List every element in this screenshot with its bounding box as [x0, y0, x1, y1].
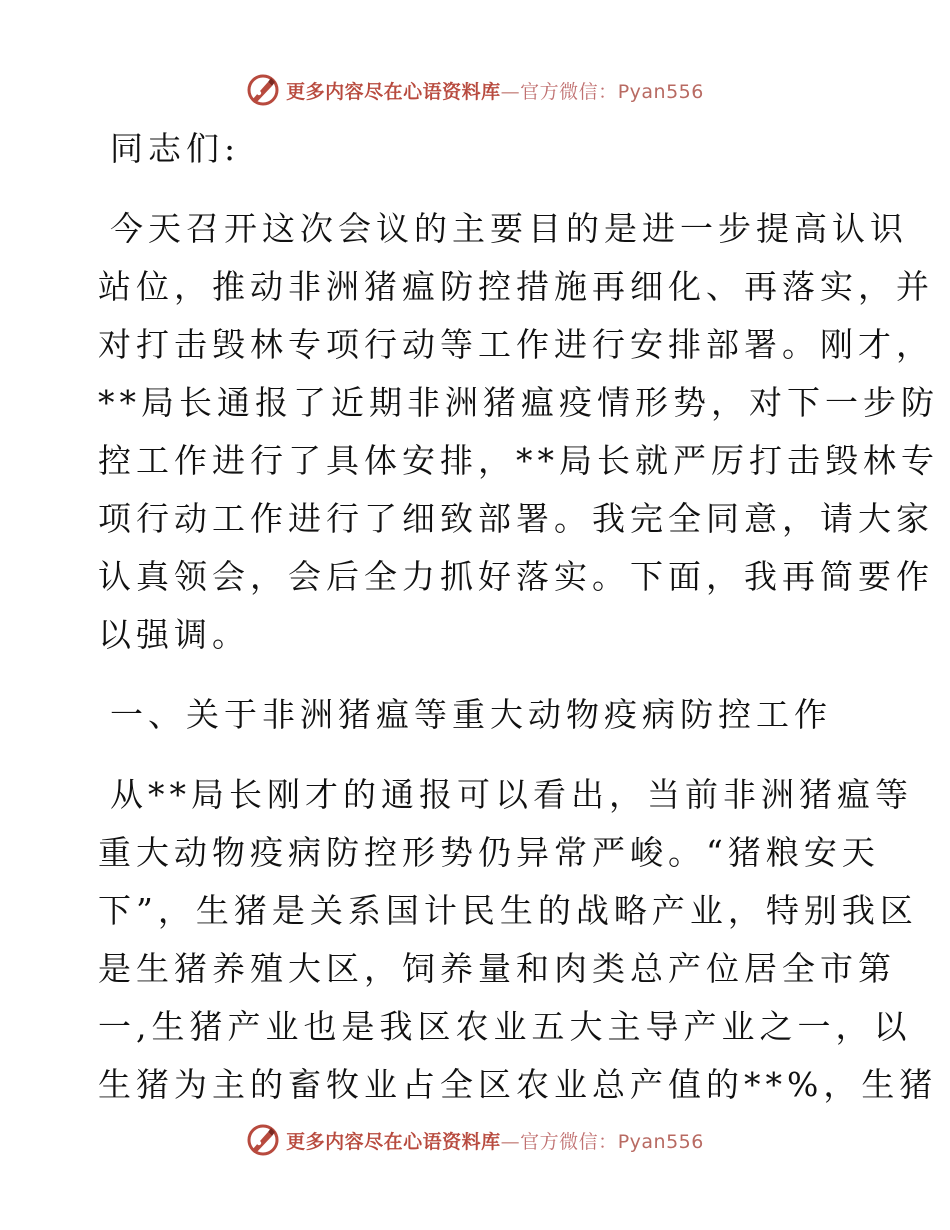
paragraph-line: 对打击毁林专项行动等工作进行安排部署。刚才， — [98, 325, 934, 364]
paragraph-line: 从**局长刚才的通报可以看出，当前非洲猪瘟等 — [110, 775, 913, 814]
paragraph-intro — [98, 200, 939, 664]
paragraph-line: 站位，推动非洲猪瘟防控措施再细化、再落实，并 — [98, 267, 934, 306]
section-heading: 一、关于非洲猪瘟等重大动物疫病防控工作 — [110, 695, 832, 734]
salutation: 同志们: — [110, 129, 241, 168]
paragraph-line: 重大动物疫病防控形势仍异常严峻。“猪粮安天 — [98, 833, 880, 872]
paragraph-line: 控工作进行了具体安排，**局长就严厉打击毁林专 — [98, 441, 939, 480]
watermark-wechat-id: Pyan556 — [617, 1130, 704, 1153]
document-body — [98, 120, 939, 1114]
watermark-official-label: 官方微信： — [520, 80, 618, 103]
paragraph-section-one — [98, 766, 938, 1114]
watermark-wechat-id: Pyan556 — [617, 80, 704, 103]
watermark-text — [286, 1127, 704, 1154]
pen-logo-icon — [246, 73, 280, 107]
paragraph-line: 项行动工作进行了细致部署。我完全同意，请大家 — [98, 499, 934, 538]
watermark-separator: — — [500, 80, 521, 103]
paragraph-line: 以强调。 — [98, 615, 250, 654]
paragraph-line: 下”，生猪是关系国计民生的战略产业，特别我区 — [98, 891, 918, 930]
pen-logo-icon — [246, 1123, 280, 1157]
watermark-site-name: 更多内容尽在心语资料库 — [286, 1130, 501, 1153]
paragraph-line: 一,生猪产业也是我区农业五大主导产业之一，以 — [98, 1007, 912, 1046]
watermark-official-label: 官方微信： — [520, 1130, 618, 1153]
paragraph-line: 认真领会，会后全力抓好落实。下面，我再简要作 — [98, 557, 934, 596]
paragraph-line: 是生猪养殖大区，饲养量和肉类总产位居全市第 — [98, 949, 896, 988]
paragraph-line: 生猪为主的畜牧业占全区农业总产值的**%，生猪 — [98, 1065, 938, 1104]
watermark-text — [286, 77, 704, 104]
top-watermark-banner — [0, 70, 950, 110]
watermark-separator: — — [500, 1130, 521, 1153]
paragraph-line: 今天召开这次会议的主要目的是进一步提高认识 — [110, 209, 908, 248]
paragraph-line: **局长通报了近期非洲猪瘟疫情形势，对下一步防 — [98, 383, 939, 422]
bottom-watermark-banner — [0, 1120, 950, 1160]
watermark-site-name: 更多内容尽在心语资料库 — [286, 80, 501, 103]
